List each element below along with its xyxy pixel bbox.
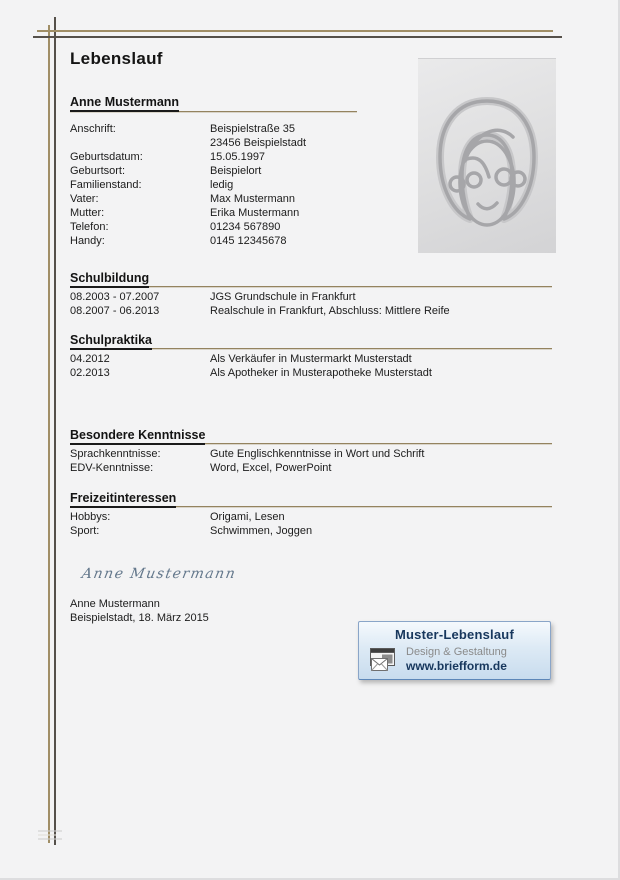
signature-name: Anne Mustermann: [70, 598, 160, 610]
section-besondere-kenntnisse: [70, 428, 552, 475]
section-row: 08.2003 - 07.2007 JGS Grundschule in Frankfurt: [70, 291, 356, 303]
section-title: Freizeitinteressen: [70, 491, 176, 508]
handwritten-signature: Anne Mustermann: [80, 566, 238, 582]
section-row: 04.2012 Als Verkäufer in Mustermarkt Musterstadt: [70, 353, 412, 365]
section-row: Sport: Schwimmen, Joggen: [70, 525, 313, 537]
name-heading-label: Anne Mustermann: [70, 95, 179, 112]
section-row: Sprachkenntnisse: Gute Englischkenntnisse in Wort und Schrift: [70, 448, 425, 460]
frame-horizontal-line-light: [37, 30, 553, 32]
detail-row: Vater: Max Mustermann: [70, 193, 295, 205]
signature-place-date: Beispielstadt, 18. März 2015: [70, 612, 209, 624]
name-heading: [70, 93, 357, 112]
detail-row: Anschrift: Beispielstraße 35 23456 Beispielstadt: [70, 123, 307, 149]
section-title: Besondere Kenntnisse: [70, 428, 205, 445]
section-row: EDV-Kenntnisse: Word, Excel, PowerPoint: [70, 462, 332, 474]
detail-row: Telefon: 01234 567890: [70, 221, 281, 233]
detail-row: Handy: 0145 12345678: [70, 235, 287, 247]
frame-vertical-line-light: [48, 25, 50, 843]
section-freizeitinteressen: [70, 491, 552, 538]
section-title: Schulbildung: [70, 271, 149, 288]
detail-row: Geburtsdatum: 15.05.1997: [70, 151, 266, 163]
briefform-badge-link[interactable]: [358, 621, 551, 680]
section-title: Schulpraktika: [70, 333, 152, 350]
section-row: Hobbys: Origami, Lesen: [70, 511, 285, 523]
portrait-placeholder-icon: [427, 87, 547, 247]
document-envelope-icon: [368, 645, 398, 673]
section-row: 08.2007 - 06.2013 Realschule in Frankfurt, Abschluss: Mittlere Reife: [70, 305, 450, 317]
detail-row: Mutter: Erika Mustermann: [70, 207, 300, 219]
frame-end-mark: [38, 828, 62, 840]
section-schulbildung: [70, 271, 552, 318]
page-title: Lebenslauf: [70, 49, 163, 68]
frame-horizontal-line-dark: [33, 36, 562, 38]
personal-details: [70, 122, 415, 248]
frame-vertical-line-dark: [54, 17, 56, 845]
portrait-placeholder: [418, 58, 556, 253]
detail-row: Familienstand: ledig: [70, 179, 234, 191]
badge-subtitle: Design & Gestaltung: [406, 645, 507, 658]
badge-url: www.briefform.de: [406, 658, 507, 673]
badge-title: Muster-Lebenslauf: [395, 627, 514, 642]
section-schulpraktika: [70, 333, 552, 380]
detail-row: Geburtsort: Beispielort: [70, 165, 262, 177]
section-row: 02.2013 Als Apotheker in Musterapotheke Musterstadt: [70, 367, 432, 379]
